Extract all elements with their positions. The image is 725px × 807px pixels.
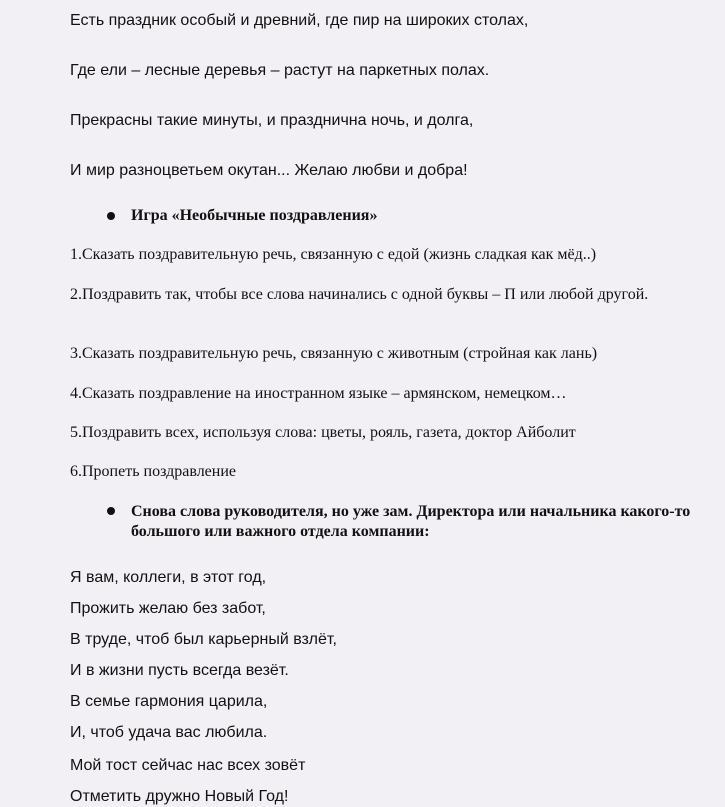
game-item: 4.Сказать поздравление на иностранном языке – армянском, немецком… [70,385,567,402]
bullet-icon [107,507,115,515]
toast-poem-line: Мой тост сейчас нас всех зовёт [70,757,306,774]
toast-poem-line: Я вам, коллеги, в этот год, [70,569,267,586]
toast-poem-line: Отметить дружно Новый Год! [70,788,289,805]
game-item: 6.Пропеть поздравление [70,463,236,480]
intro-poem-line: Где ели – лесные деревья – растут на паркетных полах. [70,62,490,79]
toast-poem-line: Прожить желаю без забот, [70,600,266,617]
toast-poem-line: И, чтоб удача вас любила. [70,724,268,741]
toast-poem-line: В семье гармония царила, [70,693,268,710]
bullet-icon [107,212,115,220]
intro-poem-line: Есть праздник особый и древний, где пир на широких столах, [70,12,529,29]
manager-section-title: Снова слова руководителя, но уже зам. Директора или начальника какого-то большого или важного отдела компании: [131,503,691,540]
game-item: 1.Сказать поздравительную речь, связанную с едой (жизнь сладкая как мёд..) [70,246,597,263]
intro-poem-line: И мир разноцветьем окутан... Желаю любви и добра! [70,162,468,179]
game-title: Игра «Необычные поздравления» [131,207,378,224]
toast-poem-line: И в жизни пусть всегда везёт. [70,662,289,679]
toast-poem-line: В труде, чтоб был карьерный взлёт, [70,631,337,648]
game-item: 2.Поздравить так, чтобы все слова начинались с одной буквы – П или любой другой. [70,286,649,303]
game-item: 5.Поздравить всех, используя слова: цветы, рояль, газета, доктор Айболит [70,424,576,441]
intro-poem-line: Прекрасны такие минуты, и празднична ночь, и долга, [70,112,474,129]
game-item: 3.Сказать поздравительную речь, связанную с животным (стройная как лань) [70,345,598,362]
